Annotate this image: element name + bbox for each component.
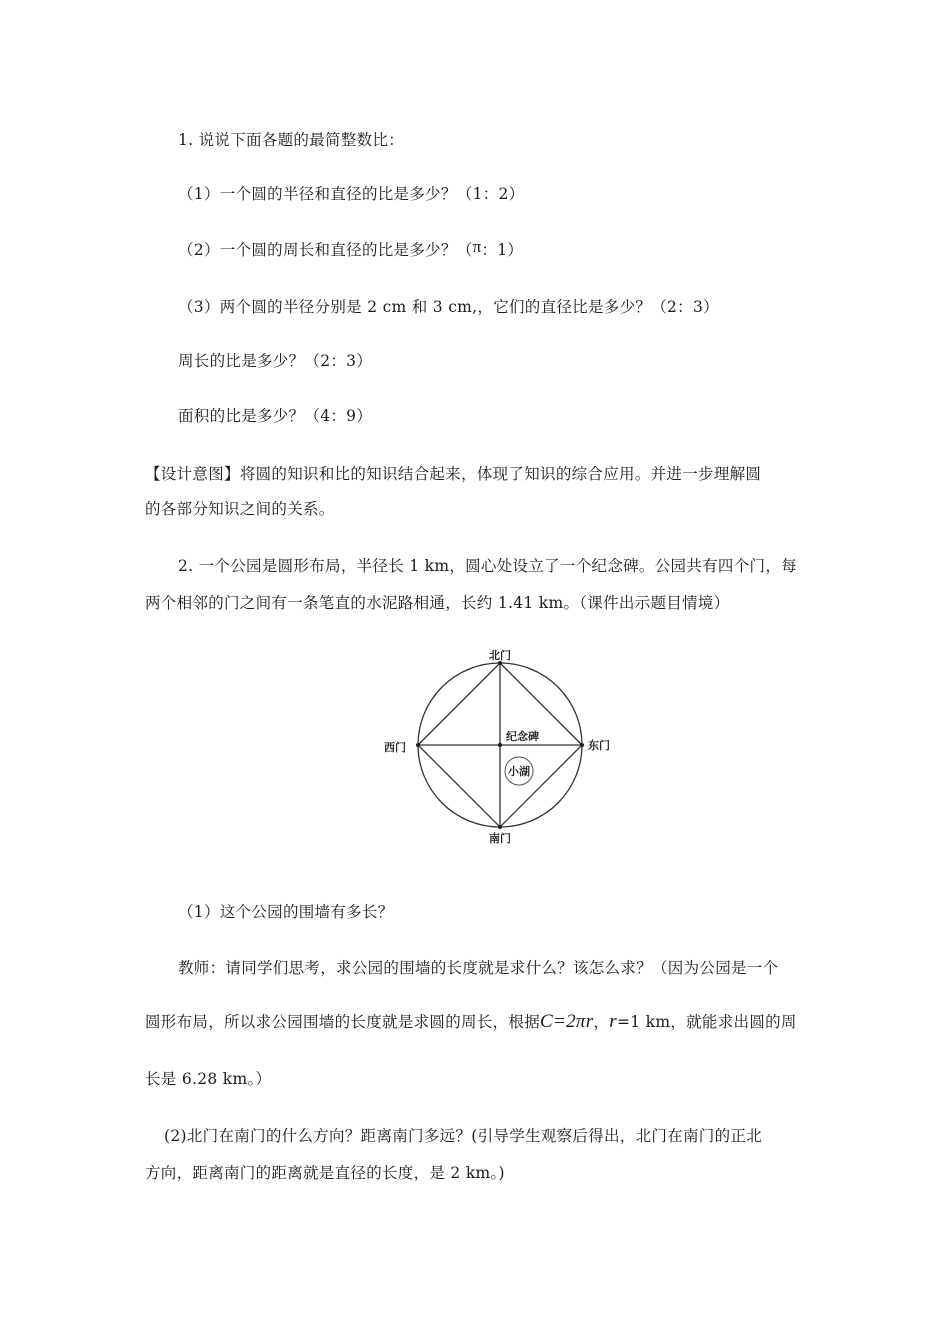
teacher-line2: [145, 1012, 797, 1032]
park-diagram: [375, 640, 625, 850]
teacher-line3: 长是 6.28 km。）: [145, 1070, 272, 1088]
circumference-formula: C=2πr: [540, 1011, 594, 1032]
east-gate-label: 东门: [588, 739, 610, 752]
south-gate-label: 南门: [489, 832, 511, 845]
teacher-line2-text: 圆形布局，所以求公园围墙的长度就是求圆的周长，根据: [145, 1013, 541, 1031]
radius-variable: r: [609, 1011, 617, 1032]
q1-item-3: （3）两个圆的半径分别是 2 cm 和 3 cm,，它们的直径比是多少？（2：3）: [178, 298, 719, 316]
design-intent-text: 将圆的知识和比的知识结合起来，体现了知识的综合应用。并进一步理解圆: [239, 465, 762, 483]
q2-sub1: （1）这个公园的围墙有多长？: [178, 903, 394, 921]
pi-symbol: π: [472, 237, 482, 256]
q2-line1: 2. 一个公园是圆形布局，半径长 1 km，圆心处设立了一个纪念碑。公园共有四个门，每: [178, 557, 797, 575]
design-intent-line2: 的各部分知识之间的关系。: [145, 500, 335, 518]
east-gate-point: [580, 743, 584, 747]
q2-sub2-line2: 方向，距离南门的距离就是直径的长度，是 2 km。): [145, 1164, 505, 1182]
teacher-line1: 教师：请同学们思考，求公园的围墙的长度就是求什么？该怎么求？（因为公园是一个: [178, 959, 779, 977]
q1-item-2: [178, 237, 524, 260]
q1-item-1: （1）一个圆的半径和直径的比是多少？（1：2）: [178, 185, 525, 203]
q2-sub2-line1: (2)北门在南门的什么方向？距离南门多远？(引导学生观察后得出，北门在南门的正北: [164, 1127, 763, 1145]
teacher-line2-tail: =1 km，就能求出圆的周: [616, 1013, 797, 1031]
q1-area-ratio: 面积的比是多少？（4：9）: [178, 407, 373, 425]
q1-item-2-tail: ：1）: [481, 241, 524, 259]
west-gate-label: 西门: [384, 741, 406, 754]
lake-label: 小湖: [508, 765, 530, 778]
north-gate-label: 北门: [489, 649, 511, 662]
q1-title: 1. 说说下面各题的最简整数比：: [178, 131, 405, 149]
teacher-line2-comma: ，: [593, 1013, 610, 1031]
monument-point: [498, 743, 502, 747]
west-gate-point: [416, 743, 420, 747]
monument-label: 纪念碑: [506, 730, 539, 743]
south-gate-point: [498, 825, 502, 829]
design-intent-line1: [145, 464, 761, 484]
design-intent-tag: 【设计意图】: [145, 465, 240, 483]
q1-item-2-text: （2）一个圆的周长和直径的比是多少？（: [178, 241, 473, 259]
q1-perimeter-ratio: 周长的比是多少？（2：3）: [178, 352, 373, 370]
q2-line2: 两个相邻的门之间有一条笔直的水泥路相通，长约 1.41 km。（课件出示题目情境）: [145, 594, 730, 612]
